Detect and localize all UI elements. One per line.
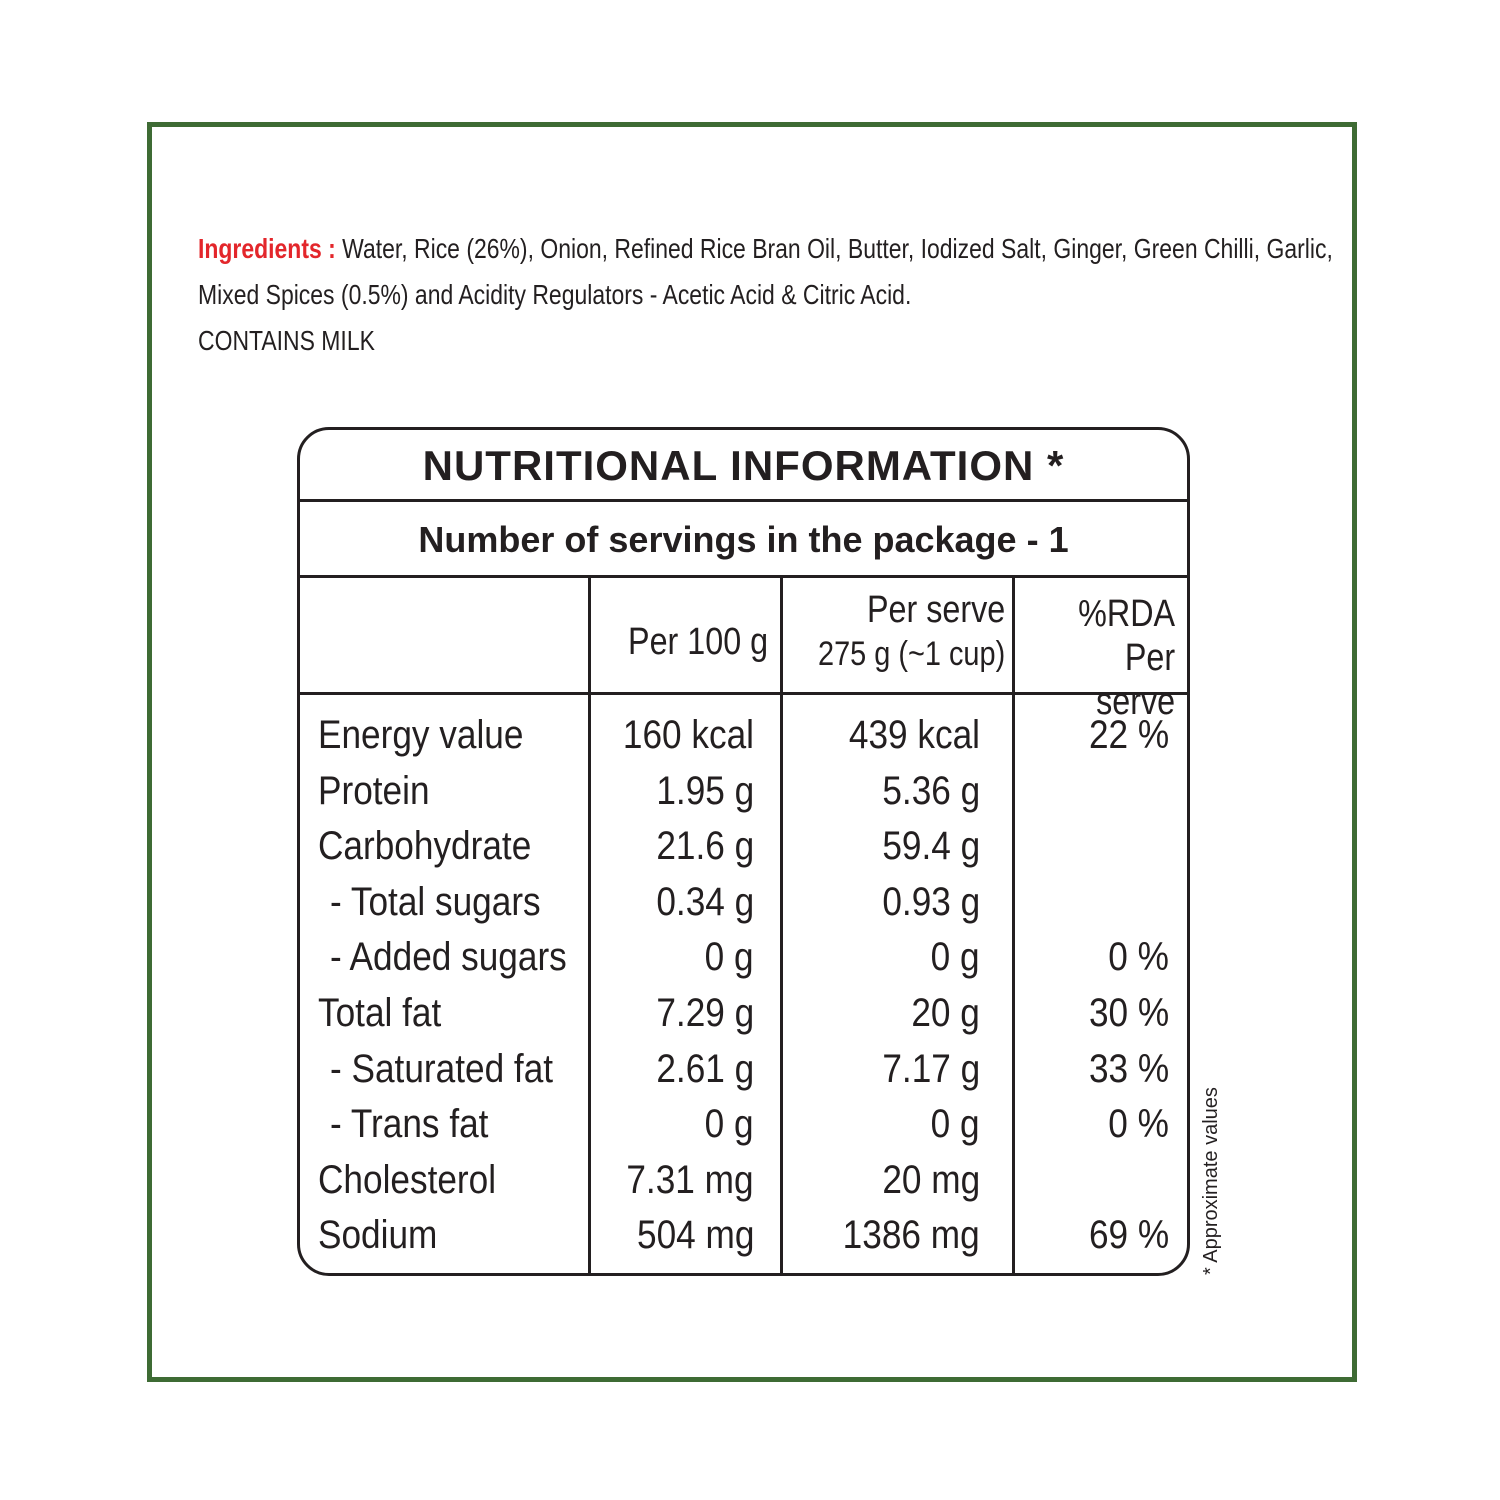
- nutrient-rda: 30 %: [1088, 990, 1169, 1035]
- ingredients-line-2: Mixed Spices (0.5%) and Acidity Regulators - Acetic Acid & Citric Acid.: [198, 279, 912, 310]
- nutrient-name: Carbohydrate: [318, 824, 532, 869]
- approximate-values-note: * Approximate values: [1200, 1087, 1222, 1275]
- header-per-serve: [783, 578, 1012, 692]
- nutrient-name: - Total sugars: [330, 879, 541, 924]
- nutrient-name: Energy value: [318, 713, 524, 757]
- table-row: [300, 1097, 1187, 1153]
- nutrient-per-serve: 0.93 g: [882, 879, 980, 924]
- nutrient-per-100g: 2.61 g: [656, 1046, 754, 1091]
- nutrient-per-serve: 59.4 g: [882, 824, 980, 869]
- nutrient-per-serve: 5.36 g: [882, 768, 980, 813]
- table-row: [300, 1153, 1187, 1209]
- servings-count: Number of servings in the package - 1: [300, 502, 1187, 578]
- nutrient-per-100g: 0.34 g: [656, 879, 754, 924]
- table-row: [300, 1042, 1187, 1098]
- table-row: [300, 930, 1187, 986]
- nutrient-per-100g: 21.6 g: [656, 824, 754, 869]
- nutrient-rda: 69 %: [1088, 1213, 1169, 1258]
- nutrient-rda: 0 %: [1108, 935, 1169, 980]
- table-row: [300, 708, 1187, 764]
- nutrient-per-100g: 7.29 g: [656, 990, 754, 1035]
- nutrient-name: - Saturated fat: [330, 1046, 554, 1091]
- nutrition-panel: [297, 427, 1190, 1276]
- nutrient-per-100g: 1.95 g: [656, 768, 754, 813]
- nutrient-per-serve: 0 g: [931, 1102, 980, 1147]
- table-row: [300, 819, 1187, 875]
- ingredients-label: Ingredients :: [198, 233, 336, 264]
- nutrient-rda: 0 %: [1108, 1102, 1169, 1147]
- table-row: [300, 986, 1187, 1042]
- header-rda-per-serve: Per serve: [1096, 637, 1176, 723]
- header-per-serve-label: Per serve: [866, 589, 1006, 631]
- nutrient-per-serve: 20 g: [911, 990, 980, 1035]
- ingredients-block: [198, 226, 1333, 364]
- nutrient-name: Cholesterol: [318, 1157, 497, 1202]
- nutrient-rda: 22 %: [1088, 713, 1169, 757]
- header-serve-size: 275 g (~1 cup): [818, 635, 1006, 673]
- nutrient-per-serve: 0 g: [931, 935, 980, 980]
- nutrient-name: - Added sugars: [330, 935, 567, 980]
- nutrient-per-serve: 20 mg: [882, 1157, 980, 1202]
- nutrient-per-100g: 504 mg: [636, 1213, 754, 1258]
- nutrient-name: Sodium: [318, 1213, 438, 1258]
- table-row: [300, 1208, 1187, 1264]
- header-rda-label: %RDA: [1078, 593, 1176, 635]
- nutrient-per-serve: 7.17 g: [882, 1046, 980, 1091]
- allergen-statement: CONTAINS MILK: [198, 325, 375, 356]
- table-row: [300, 875, 1187, 931]
- table-row: [300, 764, 1187, 820]
- ingredients-text-1: Water, Rice (26%), Onion, Refined Rice Bran Oil, Butter, Iodized Salt, Ginger, Green Chilli, Garlic,: [335, 233, 1333, 264]
- nutrition-title: NUTRITIONAL INFORMATION *: [300, 430, 1187, 502]
- nutrient-name: - Trans fat: [330, 1102, 489, 1147]
- nutrient-per-serve: 439 kcal: [848, 713, 980, 757]
- nutrient-per-100g: 0 g: [705, 1102, 754, 1147]
- ingredients-line-1: [198, 226, 1333, 272]
- header-rda: [1015, 578, 1187, 723]
- nutrient-per-100g: 0 g: [705, 935, 754, 980]
- nutrient-per-serve: 1386 mg: [843, 1213, 980, 1258]
- nutrient-per-100g: 160 kcal: [622, 713, 754, 757]
- header-per-100g: [591, 578, 780, 692]
- nutrient-name: Total fat: [318, 990, 442, 1035]
- nutrient-name: Protein: [318, 768, 430, 813]
- nutrient-rows: [300, 708, 1187, 1264]
- header-per-100g-label: Per 100 g: [628, 621, 769, 663]
- nutrient-per-100g: 7.31 mg: [626, 1157, 754, 1202]
- nutrient-rda: 33 %: [1088, 1046, 1169, 1091]
